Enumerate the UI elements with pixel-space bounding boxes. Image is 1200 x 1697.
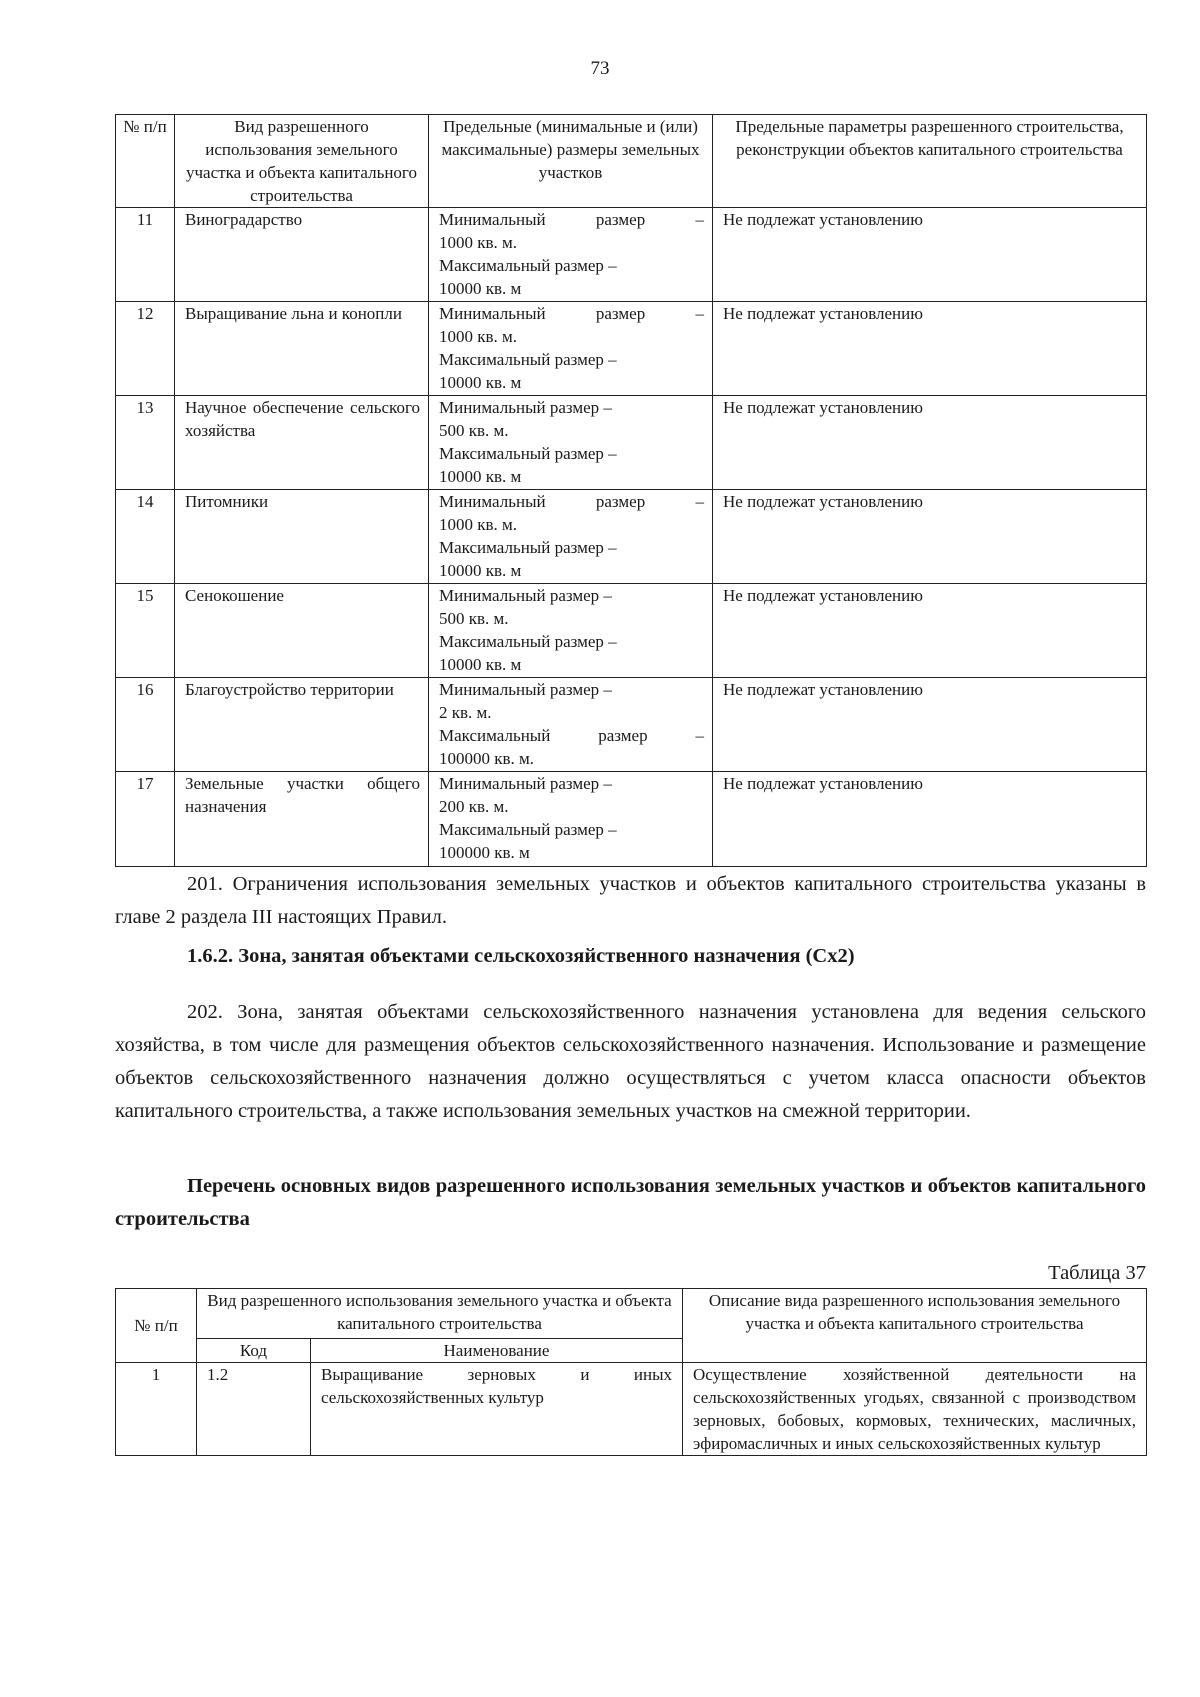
- use-type-name: Научное обеспечение сельского хозяйства: [175, 396, 429, 490]
- max-size-label: Максимальный размер –: [439, 444, 617, 463]
- row-number: 16: [116, 678, 175, 772]
- size-limits: [429, 208, 713, 302]
- use-name: Выращивание зерновых и иных сельскохозяйственных культур: [311, 1363, 683, 1456]
- max-size-label: Максимальный размер –: [439, 256, 617, 275]
- row-number: 11: [116, 208, 175, 302]
- max-size-value: 100000 кв. м.: [439, 749, 535, 768]
- max-size-label: Максимальный размер –: [439, 820, 617, 839]
- max-size-value: 10000 кв. м: [439, 561, 522, 580]
- table-row: [116, 396, 1147, 490]
- min-size-label: Минимальный размер –: [439, 586, 612, 605]
- max-size-label: Максимальный размер –: [439, 538, 617, 557]
- row-number: 12: [116, 302, 175, 396]
- size-limits: [429, 584, 713, 678]
- max-size-value: 10000 кв. м: [439, 279, 522, 298]
- min-size-label: Минимальный размер –: [439, 492, 704, 511]
- table-row: [116, 490, 1147, 584]
- min-size-label: Минимальный размер –: [439, 210, 704, 229]
- use-type-name: Виноградарство: [175, 208, 429, 302]
- header-num: № п/п: [116, 1289, 197, 1363]
- use-type-name: Питомники: [175, 490, 429, 584]
- permitted-use-table: [115, 1288, 1147, 1456]
- build-params: Не подлежат установлению: [713, 584, 1147, 678]
- build-params: Не подлежат установлению: [713, 208, 1147, 302]
- min-size-label: Минимальный размер –: [439, 398, 612, 417]
- use-description: Осуществление хозяйственной деятельности на сельскохозяйственных угодьях, связанной с производством зерновых, бобовых, кормовых, технических, масличных, эфиромасличных и иных сельскохозяйственных культур: [683, 1363, 1147, 1456]
- paragraph-201: 201. Ограничения использования земельных участков и объектов капитального строительства указаны в главе 2 раздела III настоящих Правил.: [115, 873, 1146, 928]
- use-code: 1.2: [197, 1363, 311, 1456]
- use-type-name: Сенокошение: [175, 584, 429, 678]
- table-row: [116, 584, 1147, 678]
- row-number: 1: [116, 1363, 197, 1456]
- max-size-value: 100000 кв. м: [439, 843, 530, 862]
- min-size-value: 200 кв. м.: [439, 797, 509, 816]
- use-type-name: Благоустройство территории: [175, 678, 429, 772]
- min-size-value: 500 кв. м.: [439, 609, 509, 628]
- header-description: Описание вида разрешенного использования земельного участка и объекта капитального строительства: [683, 1289, 1147, 1363]
- size-limits: [429, 302, 713, 396]
- min-size-label: Минимальный размер –: [439, 774, 612, 793]
- max-size-value: 10000 кв. м: [439, 655, 522, 674]
- max-size-label: Максимальный размер –: [439, 632, 617, 651]
- table-caption: Таблица 37: [1048, 1262, 1146, 1284]
- header-name: Наименование: [311, 1339, 683, 1363]
- table-row: [116, 208, 1147, 302]
- size-limits: [429, 772, 713, 867]
- header-num: № п/п: [116, 115, 175, 208]
- max-size-value: 10000 кв. м: [439, 467, 522, 486]
- min-size-value: 1000 кв. м.: [439, 233, 518, 252]
- min-size-value: 1000 кв. м.: [439, 515, 518, 534]
- row-number: 15: [116, 584, 175, 678]
- header-code: Код: [197, 1339, 311, 1363]
- min-size-value: 1000 кв. м.: [439, 327, 518, 346]
- use-type-name: Земельные участки общего назначения: [175, 772, 429, 867]
- size-limits: [429, 490, 713, 584]
- min-size-value: 500 кв. м.: [439, 421, 509, 440]
- use-type-name: Выращивание льна и конопли: [175, 302, 429, 396]
- build-params: Не подлежат установлению: [713, 678, 1147, 772]
- table-row: [116, 772, 1147, 867]
- table-row: [116, 1363, 1147, 1456]
- min-size-label: Минимальный размер –: [439, 680, 612, 699]
- header-use-type: Вид разрешенного использования земельного участка и объекта капитального строительства: [175, 115, 429, 208]
- build-params: Не подлежат установлению: [713, 772, 1147, 867]
- header-sizes: Предельные (минимальные и (или) максимальные) размеры земельных участков: [429, 115, 713, 208]
- row-number: 17: [116, 772, 175, 867]
- build-params: Не подлежат установлению: [713, 490, 1147, 584]
- max-size-label: Максимальный размер –: [439, 350, 617, 369]
- land-size-table: [115, 114, 1147, 867]
- list-heading: Перечень основных видов разрешенного использования земельных участков и объектов капитального строительства: [115, 1175, 1146, 1230]
- min-size-value: 2 кв. м.: [439, 703, 492, 722]
- table-row: [116, 678, 1147, 772]
- size-limits: [429, 678, 713, 772]
- row-number: 13: [116, 396, 175, 490]
- max-size-value: 10000 кв. м: [439, 373, 522, 392]
- build-params: Не подлежат установлению: [713, 396, 1147, 490]
- row-number: 14: [116, 490, 175, 584]
- build-params: Не подлежат установлению: [713, 302, 1147, 396]
- header-use-type: Вид разрешенного использования земельного участка и объекта капитального строительства: [197, 1289, 683, 1339]
- size-limits: [429, 396, 713, 490]
- page-number: 73: [590, 58, 610, 79]
- paragraph-202: 202. Зона, занятая объектами сельскохозяйственного назначения установлена для ведения сельского хозяйства, в том числе для размещения объектов сельскохозяйственного назначения. Использование и размещение объектов сельскохозяйственного назначения должно осуществляться с учетом класса опасности объектов капитального строительства, а также использования земельных участков на смежной территории.: [115, 1001, 1146, 1122]
- min-size-label: Минимальный размер –: [439, 304, 704, 323]
- max-size-label: Максимальный размер –: [439, 726, 704, 745]
- table-row: [116, 302, 1147, 396]
- header-params: Предельные параметры разрешенного строительства, реконструкции объектов капитального строительства: [713, 115, 1147, 208]
- section-heading: 1.6.2. Зона, занятая объектами сельскохозяйственного назначения (Сх2): [187, 945, 855, 967]
